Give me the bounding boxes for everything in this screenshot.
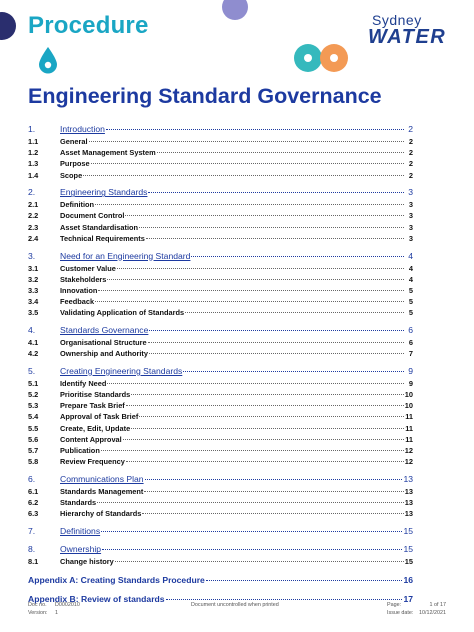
toc-entry-number: 3.3: [28, 285, 39, 295]
toc-entry-title: Ownership: [60, 544, 102, 555]
toc-entry-page: 9: [408, 378, 413, 388]
toc-entry-number: 1.: [28, 124, 36, 134]
toc-section-link[interactable]: [28, 526, 413, 539]
toc-section-link[interactable]: [28, 187, 413, 200]
toc-entry-title: Innovation: [60, 285, 98, 295]
toc-entry-title: Content Approval: [60, 434, 122, 444]
toc-entry-page: 16: [403, 574, 413, 585]
toc-entry-title: Technical Requirements: [60, 233, 145, 243]
toc-dot-leader: [117, 268, 404, 269]
toc-entry-number: 4.1: [28, 337, 39, 347]
toc-entry-title: Appendix A: Creating Standards Procedure: [28, 574, 205, 585]
toc-entry-page: 10: [404, 390, 413, 399]
toc-entry-page: 5: [408, 285, 413, 295]
toc-entry-number: 6.2: [28, 498, 39, 507]
toc-entry-page: 12: [404, 445, 413, 455]
toc-subsection-link[interactable]: [28, 223, 413, 234]
toc-subsection-link[interactable]: [28, 412, 413, 423]
toc-entry-number: 4.: [28, 324, 36, 335]
footer-version: 1: [55, 610, 58, 616]
toc-entry-number: 5.2: [28, 390, 39, 399]
toc-entry-title: Appendix B: Review of standards: [28, 593, 165, 604]
footer-doc-no: D0002010: [55, 602, 80, 608]
toc-entry-number: 6.: [28, 473, 36, 484]
toc-entry-number: 2.4: [28, 233, 39, 243]
toc-entry-page: 17: [403, 593, 413, 604]
toc-entry-page: 4: [408, 250, 413, 261]
toc-entry-number: 1.3: [28, 159, 39, 169]
toc-dot-leader: [101, 450, 404, 451]
toc-dot-leader: [144, 491, 403, 492]
toc-entry-title: Standards Governance: [60, 324, 149, 335]
toc-entry-title: Engineering Standards: [60, 187, 148, 198]
toc-dot-leader: [139, 227, 404, 228]
sydney-water-logo: [368, 12, 458, 46]
toc-entry-number: 5.7: [28, 445, 39, 455]
toc-subsection-link[interactable]: [28, 390, 413, 401]
toc-entry-number: 6.1: [28, 486, 39, 496]
toc-entry-title: Purpose: [60, 159, 90, 169]
toc-entry-title: Prioritise Standards: [60, 390, 131, 399]
toc-entry-page: 3: [408, 211, 413, 221]
toc-entry-title: Stakeholders: [60, 274, 107, 284]
toc-entry-title: Ownership and Authority: [60, 349, 149, 359]
decorative-circle-navy: [0, 12, 16, 40]
toc-entry-title: Validating Application of Standards: [60, 308, 185, 318]
toc-entry-title: Communications Plan: [60, 473, 144, 484]
toc-entry-title: Customer Value: [60, 263, 116, 273]
toc-entry-number: 5.4: [28, 412, 39, 422]
toc-dot-leader: [115, 561, 404, 562]
toc-entry-page: 6: [408, 337, 413, 347]
toc-entry-title: Feedback: [60, 297, 95, 307]
toc-entry-title: Definition: [60, 200, 95, 210]
toc-entry-page: 4: [408, 274, 413, 284]
toc-entry-page: 15: [403, 525, 413, 536]
toc-dot-leader: [95, 204, 404, 205]
toc-section-link[interactable]: [28, 474, 413, 487]
toc-entry-page: 10: [404, 401, 413, 411]
toc-subsection-link[interactable]: [28, 211, 413, 222]
toc-entry-number: 2.: [28, 187, 36, 198]
toc-entry-title: Organisational Structure: [60, 337, 147, 347]
toc-entry-page: 2: [408, 124, 413, 134]
toc-subsection-link[interactable]: [28, 498, 413, 509]
toc-subsection-link[interactable]: [28, 457, 413, 468]
document-type-label: Procedure: [28, 12, 149, 39]
toc-dot-leader: [148, 342, 404, 343]
toc-entry-number: 3.: [28, 250, 36, 261]
toc-dot-leader: [185, 312, 404, 313]
decorative-circle-teal-hole: [304, 54, 312, 62]
toc-subsection-link[interactable]: [28, 349, 413, 360]
toc-entry-title: Creating Engineering Standards: [60, 365, 183, 376]
toc-subsection-link[interactable]: [28, 509, 413, 520]
toc-entry-page: 13: [404, 486, 413, 496]
footer-issue-label: Issue date:: [387, 610, 414, 616]
toc-dot-leader: [107, 383, 404, 384]
toc-entry-page: 5: [408, 297, 413, 307]
toc-entry-title: Introduction: [60, 124, 105, 134]
toc-entry-number: 5.6: [28, 434, 39, 444]
toc-dot-leader: [123, 439, 404, 440]
toc-entry-number: 2.2: [28, 211, 39, 221]
toc-subsection-link[interactable]: [28, 200, 413, 211]
toc-dot-leader: [91, 163, 404, 164]
toc-entry-number: 3.4: [28, 297, 39, 307]
logo-text-bottom: WATER: [368, 26, 447, 48]
toc-entry-page: 3: [408, 187, 413, 198]
toc-entry-title: Hierarchy of Standards: [60, 509, 142, 519]
toc-entry-title: Publication: [60, 445, 100, 455]
toc-entry-number: 8.1: [28, 557, 39, 567]
toc-subsection-link[interactable]: [28, 275, 413, 286]
toc-dot-leader: [126, 405, 404, 406]
toc-dot-leader: [106, 129, 404, 130]
toc-entry-page: 3: [408, 222, 413, 232]
toc-entry-title: Definitions: [60, 525, 101, 536]
toc-subsection-link[interactable]: [28, 435, 413, 446]
toc-entry-page: 2: [408, 148, 413, 158]
toc-dot-leader: [183, 371, 404, 372]
toc-entry-title: Review Frequency: [60, 457, 125, 467]
toc-entry-page: 4: [408, 263, 413, 273]
toc-dot-leader: [95, 301, 404, 302]
toc-section-link[interactable]: [28, 544, 413, 557]
footer-version-label: Version:: [28, 610, 48, 616]
toc-entry-number: 5.1: [28, 378, 39, 388]
toc-entry-number: 6.3: [28, 509, 39, 519]
toc-entry-title: Need for an Engineering Standard: [60, 250, 191, 261]
toc-subsection-link[interactable]: [28, 297, 413, 308]
toc-subsection-link[interactable]: [28, 148, 413, 159]
table-of-contents: [28, 124, 413, 607]
footer-doc-no-label: Doc no.: [28, 602, 47, 608]
toc-dot-leader: [102, 549, 402, 550]
toc-entry-number: 3.2: [28, 274, 39, 284]
document-title: Engineering Standard Governance: [28, 84, 382, 108]
toc-entry-title: Asset Management System: [60, 148, 156, 158]
toc-entry-page: 5: [408, 308, 413, 318]
toc-dot-leader: [97, 502, 404, 503]
toc-entry-title: Standards: [60, 498, 97, 507]
toc-entry-page: 2: [408, 159, 413, 169]
footer-issue-date: 10/12/2021: [419, 610, 446, 616]
toc-entry-page: 7: [408, 349, 413, 359]
toc-entry-page: 11: [405, 434, 413, 444]
toc-section-link[interactable]: [28, 366, 413, 379]
toc-entry-page: 15: [403, 544, 413, 555]
toc-entry-title: Standards Management: [60, 486, 144, 496]
toc-dot-leader: [98, 290, 404, 291]
toc-subsection-link[interactable]: [28, 557, 413, 568]
toc-dot-leader: [157, 152, 404, 153]
toc-dot-leader: [107, 279, 404, 280]
decorative-circle-orange-hole: [330, 54, 338, 62]
toc-entry-title: Scope: [60, 170, 83, 180]
toc-entry-title: Document Control: [60, 211, 125, 221]
toc-entry-number: 5.3: [28, 401, 39, 411]
toc-entry-number: 5.8: [28, 457, 39, 467]
toc-entry-number: 1.2: [28, 148, 39, 158]
toc-entry-number: 5.: [28, 365, 36, 376]
toc-entry-title: Prepare Task Brief: [60, 401, 125, 411]
toc-dot-leader: [146, 238, 404, 239]
toc-entry-page: 3: [408, 233, 413, 243]
toc-subsection-link[interactable]: [28, 424, 413, 435]
toc-entry-page: 9: [408, 365, 413, 376]
toc-dot-leader: [101, 531, 402, 532]
toc-dot-leader: [131, 428, 404, 429]
toc-entry-title: General: [60, 137, 88, 146]
toc-subsection-link[interactable]: [28, 308, 413, 319]
toc-entry-number: 1.4: [28, 170, 39, 180]
toc-subsection-link[interactable]: [28, 487, 413, 498]
toc-entry-page: 3: [408, 200, 413, 210]
toc-subsection-link[interactable]: [28, 379, 413, 390]
toc-entry-page: 2: [408, 137, 413, 146]
toc-entry-number: 1.1: [28, 137, 39, 146]
toc-dot-leader: [83, 175, 404, 176]
toc-entry-number: 3.5: [28, 308, 39, 318]
water-drop-icon: [38, 46, 58, 74]
toc-entry-number: 8.: [28, 544, 36, 555]
toc-subsection-link[interactable]: [28, 286, 413, 297]
toc-entry-title: Identify Need: [60, 378, 107, 388]
toc-entry-number: 3.1: [28, 263, 39, 273]
toc-subsection-link[interactable]: [28, 137, 413, 148]
toc-subsection-link[interactable]: [28, 264, 413, 275]
toc-entry-page: 11: [405, 412, 413, 422]
toc-entry-title: Create, Edit, Update: [60, 423, 131, 433]
toc-entry-title: Approval of Task Brief: [60, 412, 139, 422]
toc-dot-leader: [191, 256, 404, 257]
logo-text-top: Sydney: [372, 12, 422, 28]
toc-dot-leader: [89, 141, 404, 142]
toc-entry-number: 2.1: [28, 200, 39, 210]
toc-entry-page: 11: [405, 423, 413, 433]
toc-section-link[interactable]: [28, 124, 413, 137]
toc-entry-number: 4.2: [28, 349, 39, 359]
toc-entry-title: Change history: [60, 557, 114, 567]
toc-dot-leader: [148, 192, 404, 193]
toc-subsection-link[interactable]: [28, 159, 413, 170]
decorative-circle-lilac: [222, 0, 248, 20]
toc-dot-leader: [166, 599, 403, 600]
toc-dot-leader: [206, 580, 403, 581]
toc-dot-leader: [125, 215, 404, 216]
footer-page-value: 1 of 17: [429, 602, 446, 608]
toc-entry-page: 13: [404, 509, 413, 519]
toc-dot-leader: [142, 513, 403, 514]
toc-entry-number: 2.3: [28, 222, 39, 232]
toc-subsection-link[interactable]: [28, 234, 413, 245]
toc-entry-page: 6: [408, 324, 413, 335]
toc-section-link[interactable]: [28, 251, 413, 264]
toc-dot-leader: [149, 330, 404, 331]
toc-entry-page: 15: [404, 557, 413, 567]
toc-entry-title: Asset Standardisation: [60, 222, 139, 232]
toc-dot-leader: [139, 416, 404, 417]
toc-dot-leader: [149, 353, 404, 354]
toc-section-link[interactable]: [28, 325, 413, 338]
toc-dot-leader: [126, 461, 404, 462]
toc-entry-page: 13: [404, 498, 413, 507]
toc-subsection-link[interactable]: [28, 171, 413, 182]
toc-entry-page: 13: [403, 473, 413, 484]
toc-subsection-link[interactable]: [28, 401, 413, 412]
toc-entry-number: 7.: [28, 525, 36, 536]
footer-notice: Document uncontrolled when printed: [191, 602, 279, 608]
toc-entry-number: 5.5: [28, 423, 39, 433]
toc-subsection-link[interactable]: [28, 446, 413, 457]
toc-entry-page: 2: [408, 170, 413, 180]
toc-dot-leader: [131, 394, 404, 395]
toc-entry-page: 12: [404, 457, 413, 467]
toc-appendix-link[interactable]: [28, 575, 413, 588]
footer-page-label: Page:: [387, 602, 402, 608]
toc-subsection-link[interactable]: [28, 338, 413, 349]
toc-dot-leader: [145, 479, 403, 480]
